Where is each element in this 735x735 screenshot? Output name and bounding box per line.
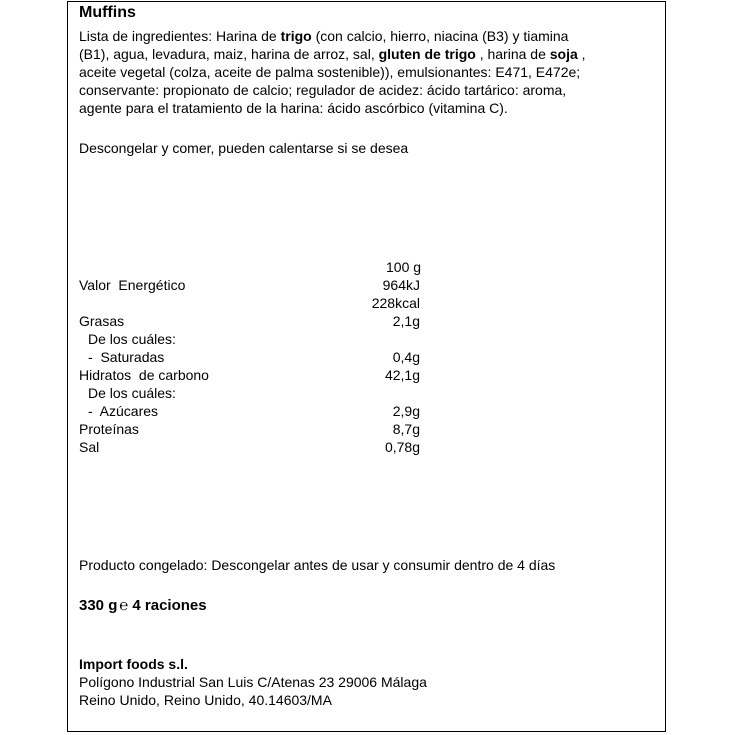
nutrition-row [0, 348, 735, 366]
nutrition-per-header: 100 g [386, 259, 422, 275]
ingredients-line [79, 27, 649, 45]
usage-instructions: Descongelar y comer, pueden calentarse si se desea [79, 140, 409, 156]
nutrition-value: 42,1g [384, 367, 420, 383]
nutrition-row [0, 312, 735, 330]
frozen-notice: Producto congelado: Descongelar antes de usar y consumir dentro de 4 días [79, 557, 556, 573]
nutrition-label: Grasas [79, 313, 125, 329]
ingredients-line [79, 63, 649, 81]
nutrition-label: - Azúcares [88, 403, 159, 419]
nutrition-label: Hidratos de carbono [79, 367, 209, 383]
ingredients-line [79, 45, 649, 63]
allergen-text: soja [549, 46, 578, 62]
nutrition-row [0, 276, 735, 294]
nutrition-row [0, 420, 735, 438]
nutrition-label: Proteínas [79, 421, 139, 437]
company-address-line: Polígono Industrial San Luis C/Atenas 23 29006 Málaga [79, 674, 427, 690]
nutrition-value: 228kcal [371, 295, 420, 311]
allergen-text: gluten de trigo [378, 46, 476, 62]
net-weight-amount: 330 g [79, 597, 118, 614]
ingredient-text: , [577, 46, 586, 62]
nutrition-row [0, 330, 735, 348]
nutrition-row [0, 438, 735, 456]
company-address-line: Reino Unido, Reino Unido, 40.14603/MA [79, 692, 332, 708]
ingredient-text: aceite vegetal (colza, aceite de palma sostenible)), emulsionantes: E471, E472e; [79, 64, 581, 80]
ingredient-text: Lista de ingredientes: Harina de [79, 28, 281, 44]
nutrition-row [0, 294, 735, 312]
nutrition-label: De los cuáles: [88, 385, 176, 401]
ingredient-text: agente para el tratamiento de la harina: ácido ascórbico (vitamina C). [79, 100, 508, 116]
estimate-mark-icon: ℮ [119, 597, 129, 614]
nutrition-value: 2,9g [392, 403, 420, 419]
nutrition-row [0, 366, 735, 384]
nutrition-label: - Saturadas [88, 349, 165, 365]
allergen-text: trigo [280, 28, 312, 44]
nutrition-value: 0,4g [392, 349, 420, 365]
net-weight [79, 596, 207, 616]
product-title: Muffins [79, 4, 136, 21]
nutrition-value: 0,78g [384, 439, 420, 455]
ingredient-text: conservante: propionato de calcio; regulador de acidez: ácido tartárico: aroma, [79, 82, 567, 98]
nutrition-value: 2,1g [392, 313, 420, 329]
nutrition-row [0, 384, 735, 402]
nutrition-value: 964kJ [382, 277, 420, 293]
ingredient-text: (B1), agua, levadura, maiz, harina de arroz, sal, [79, 46, 379, 62]
ingredients-line [79, 81, 649, 99]
nutrition-label: De los cuáles: [88, 331, 176, 347]
nutrition-row [0, 402, 735, 420]
ingredient-text: , harina de [475, 46, 550, 62]
ingredients-line [79, 99, 649, 117]
nutrition-label: Valor Energético [79, 277, 186, 293]
nutrition-label: Sal [79, 439, 100, 455]
company-name: Import foods s.l. [79, 656, 188, 672]
portions: 4 raciones [132, 597, 207, 614]
ingredients-list [79, 27, 649, 117]
nutrition-value: 8,7g [392, 421, 420, 437]
ingredient-text: (con calcio, hierro, niacina (B3) y tiamina [311, 28, 569, 44]
